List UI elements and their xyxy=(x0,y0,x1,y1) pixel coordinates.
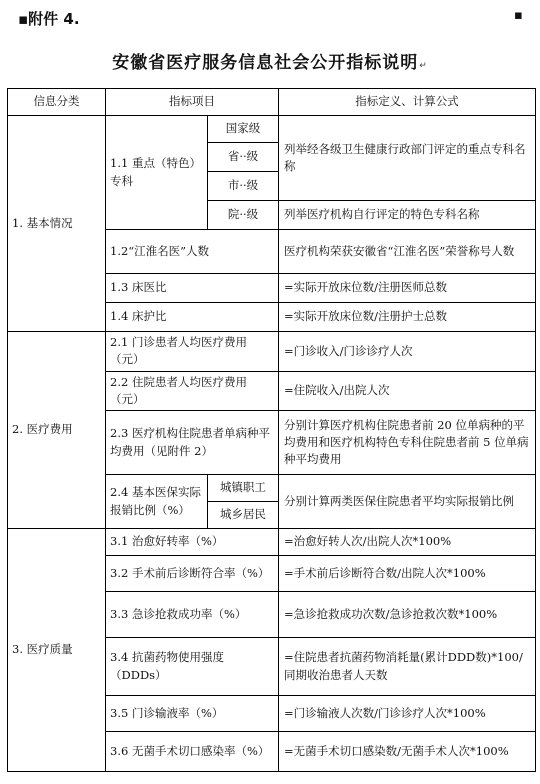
level-national: 国家级 xyxy=(208,116,279,143)
attachment-label: ▪附件 4. xyxy=(18,10,80,28)
indicator-3-2: 3.2 手术前后诊断符合率（%） xyxy=(106,556,279,592)
document-title: 安徽省医疗服务信息社会公开指标说明↵ xyxy=(112,53,428,73)
definition-1-1-hospital: 列举医疗机构自行评定的特色专科名称 xyxy=(279,201,536,230)
table-row xyxy=(8,529,536,556)
header-category: 信息分类 xyxy=(8,89,106,116)
level-hospital: 院··级 xyxy=(208,201,279,230)
indicator-2-4: 2.4 基本医保实际报销比例（%） xyxy=(106,475,208,529)
definition-3-2: =手术前后诊断符合数/出院人次*100% xyxy=(279,556,536,592)
definition-3-1: =治愈好转人次/出院人次*100% xyxy=(279,529,536,556)
definition-3-4: =住院患者抗菌药物消耗量(累计DDD数)*100/同期收治患者人天数 xyxy=(279,638,536,696)
definition-1-4: =实际开放床位数/注册护士总数 xyxy=(279,303,536,332)
definition-3-5: =门诊输液人次数/门诊诊疗人次*100% xyxy=(279,696,536,732)
indicator-1-3: 1.3 床医比 xyxy=(106,274,279,303)
level-city: 市··级 xyxy=(208,172,279,201)
indicator-table xyxy=(7,88,536,772)
indicator-3-6: 3.6 无菌手术切口感染率（%） xyxy=(106,732,279,772)
table-header-row xyxy=(8,89,536,116)
definition-2-3: 分别计算医疗机构住院患者前 20 位单病种的平均费用和医疗机构特色专科住院患者前 5 位单病种平均费用 xyxy=(279,411,536,475)
indicator-1-1: 1.1 重点（特色）专科 xyxy=(106,116,208,230)
indicator-3-4: 3.4 抗菌药物使用强度（DDDs） xyxy=(106,638,279,696)
indicator-1-2: 1.2“江淮名医”人数 xyxy=(106,230,279,274)
category-cost: 2. 医疗费用 xyxy=(8,332,106,529)
definition-3-6: =无菌手术切口感染数/无菌手术人次*100% xyxy=(279,732,536,772)
definition-3-3: =急诊抢救成功次数/急诊抢救次数*100% xyxy=(279,592,536,638)
definition-1-1: 列举经各级卫生健康行政部门评定的重点专科名称 xyxy=(279,116,536,201)
indicator-3-5: 3.5 门诊输液率（%） xyxy=(106,696,279,732)
indicator-3-1: 3.1 治愈好转率（%） xyxy=(106,529,279,556)
indicator-1-4: 1.4 床护比 xyxy=(106,303,279,332)
insurance-urban: 城镇职工 xyxy=(208,475,279,502)
indicator-2-2: 2.2 住院患者人均医疗费用（元） xyxy=(106,371,279,411)
definition-1-3: =实际开放床位数/注册医师总数 xyxy=(279,274,536,303)
table-row xyxy=(8,116,536,143)
indicator-2-3: 2.3 医疗机构住院患者单病种平均费用（见附件 2） xyxy=(106,411,279,475)
level-province: 省··级 xyxy=(208,143,279,172)
header-definition: 指标定义、计算公式 xyxy=(279,89,536,116)
header-indicator: 指标项目 xyxy=(106,89,279,116)
category-basic: 1. 基本情况 xyxy=(8,116,106,332)
insurance-rural: 城乡居民 xyxy=(208,502,279,529)
definition-2-2: =住院收入/出院人次 xyxy=(279,371,536,411)
definition-1-2: 医疗机构荣获安徽省“江淮名医”荣誉称号人数 xyxy=(279,230,536,274)
definition-2-4: 分别计算两类医保住院患者平均实际报销比例 xyxy=(279,475,536,529)
corner-mark: ▪ xyxy=(514,8,523,23)
table-row xyxy=(8,332,536,372)
category-quality: 3. 医疗质量 xyxy=(8,529,106,772)
indicator-2-1: 2.1 门诊患者人均医疗费用（元） xyxy=(106,332,279,372)
definition-2-1: =门诊收入/门诊诊疗人次 xyxy=(279,332,536,372)
indicator-3-3: 3.3 急诊抢救成功率（%） xyxy=(106,592,279,638)
